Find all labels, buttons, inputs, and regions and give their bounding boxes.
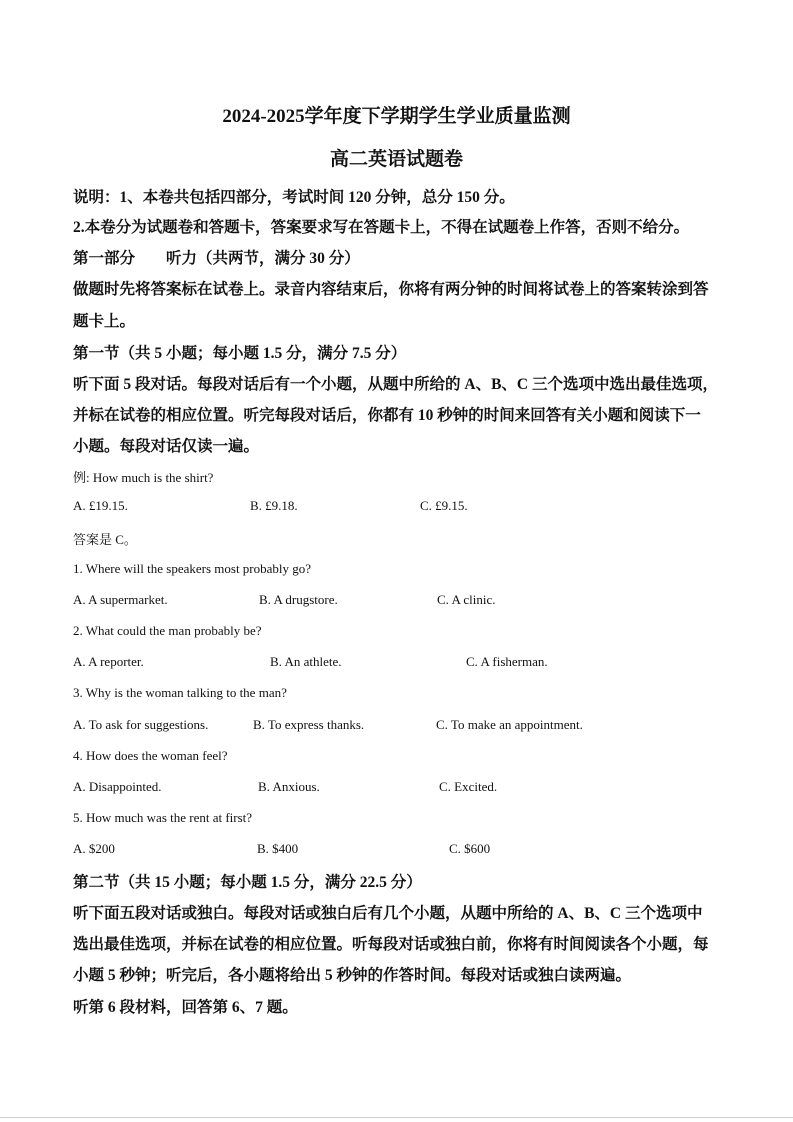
q3-option-c: C. To make an appointment. (436, 717, 583, 732)
example-question: 例: How much is the shirt? (73, 470, 214, 485)
section2-heading: 第二节（共 15 小题；每小题 1.5 分，满分 22.5 分） (73, 874, 422, 891)
section1-heading: 第一节（共 5 小题；每小题 1.5 分，满分 7.5 分） (73, 345, 407, 362)
q5-option-b: B. $400 (257, 841, 299, 856)
notes-line-1: 说明：1、本卷共包括四部分，考试时间 120 分钟，总分 150 分。 (73, 189, 515, 206)
exam-title: 2024-2025学年度下学期学生学业质量监测 (222, 106, 571, 127)
q2-option-a: A. A reporter. (73, 654, 144, 669)
example-option-c: C. £9.15. (420, 498, 468, 513)
q5-option-c: C. $600 (449, 841, 491, 856)
notes-line-2: 2.本卷分为试题卷和答题卡，答案要求写在答题卡上，不得在试题卷上作答，否则不给分。 (73, 219, 690, 236)
part1-intro-line-1: 做题时先将答案标在试卷上。录音内容结束后，你将有两分钟的时间将试卷上的答案转涂到答 (73, 281, 709, 298)
part1-intro-line-2: 题卡上。 (73, 313, 136, 330)
q4-option-a: A. Disappointed. (73, 779, 162, 794)
page-bottom-divider (0, 1117, 793, 1118)
q4-option-b: B. Anxious. (258, 779, 320, 794)
question-2: 2. What could the man probably be? (73, 623, 262, 638)
section2-instr-line-2: 选出最佳选项，并标在试卷的相应位置。听每段对话或独白前，你将有时间阅读各个小题，每 (73, 936, 709, 953)
exam-subtitle: 高二英语试题卷 (329, 149, 463, 170)
q1-option-b: B. A drugstore. (259, 592, 338, 607)
section2-material-6: 听第 6 段材料，回答第 6、7 题。 (73, 999, 298, 1016)
question-5: 5. How much was the rent at first? (73, 810, 253, 825)
section2-instr-line-1: 听下面五段对话或独白。每段对话或独白后有几个小题，从题中所给的 A、B、C 三个选项中 (73, 905, 703, 922)
question-3: 3. Why is the woman talking to the man? (73, 685, 287, 700)
example-option-b: B. £9.18. (250, 498, 298, 513)
q2-option-b: B. An athlete. (270, 654, 342, 669)
q4-option-c: C. Excited. (439, 779, 498, 794)
section1-instr-line-1: 听下面 5 段对话。每段对话后有一个小题，从题中所给的 A、B、C 三个选项中选出最佳选项， (73, 376, 718, 393)
section2-instr-line-3: 小题 5 秒钟；听完后，各小题将给出 5 秒钟的作答时间。每段对话或独白读两遍。 (73, 967, 632, 984)
example-option-a: A. £19.15. (73, 498, 128, 513)
q3-option-b: B. To express thanks. (253, 717, 365, 732)
example-answer: 答案是 C。 (73, 532, 137, 547)
q1-option-a: A. A supermarket. (73, 592, 168, 607)
question-1: 1. Where will the speakers most probably go? (73, 561, 312, 576)
q3-option-a: A. To ask for suggestions. (73, 717, 209, 732)
section1-instr-line-3: 小题。每段对话仅读一遍。 (73, 438, 260, 455)
question-4: 4. How does the woman feel? (73, 748, 228, 763)
part1-heading: 第一部分 听力（共两节，满分 30 分） (73, 250, 360, 267)
section1-instr-line-2: 并标在试卷的相应位置。听完每段对话后，你都有 10 秒钟的时间来回答有关小题和阅读下一 (73, 407, 701, 424)
q5-option-a: A. $200 (73, 841, 115, 856)
q1-option-c: C. A clinic. (437, 592, 496, 607)
q2-option-c: C. A fisherman. (466, 654, 548, 669)
